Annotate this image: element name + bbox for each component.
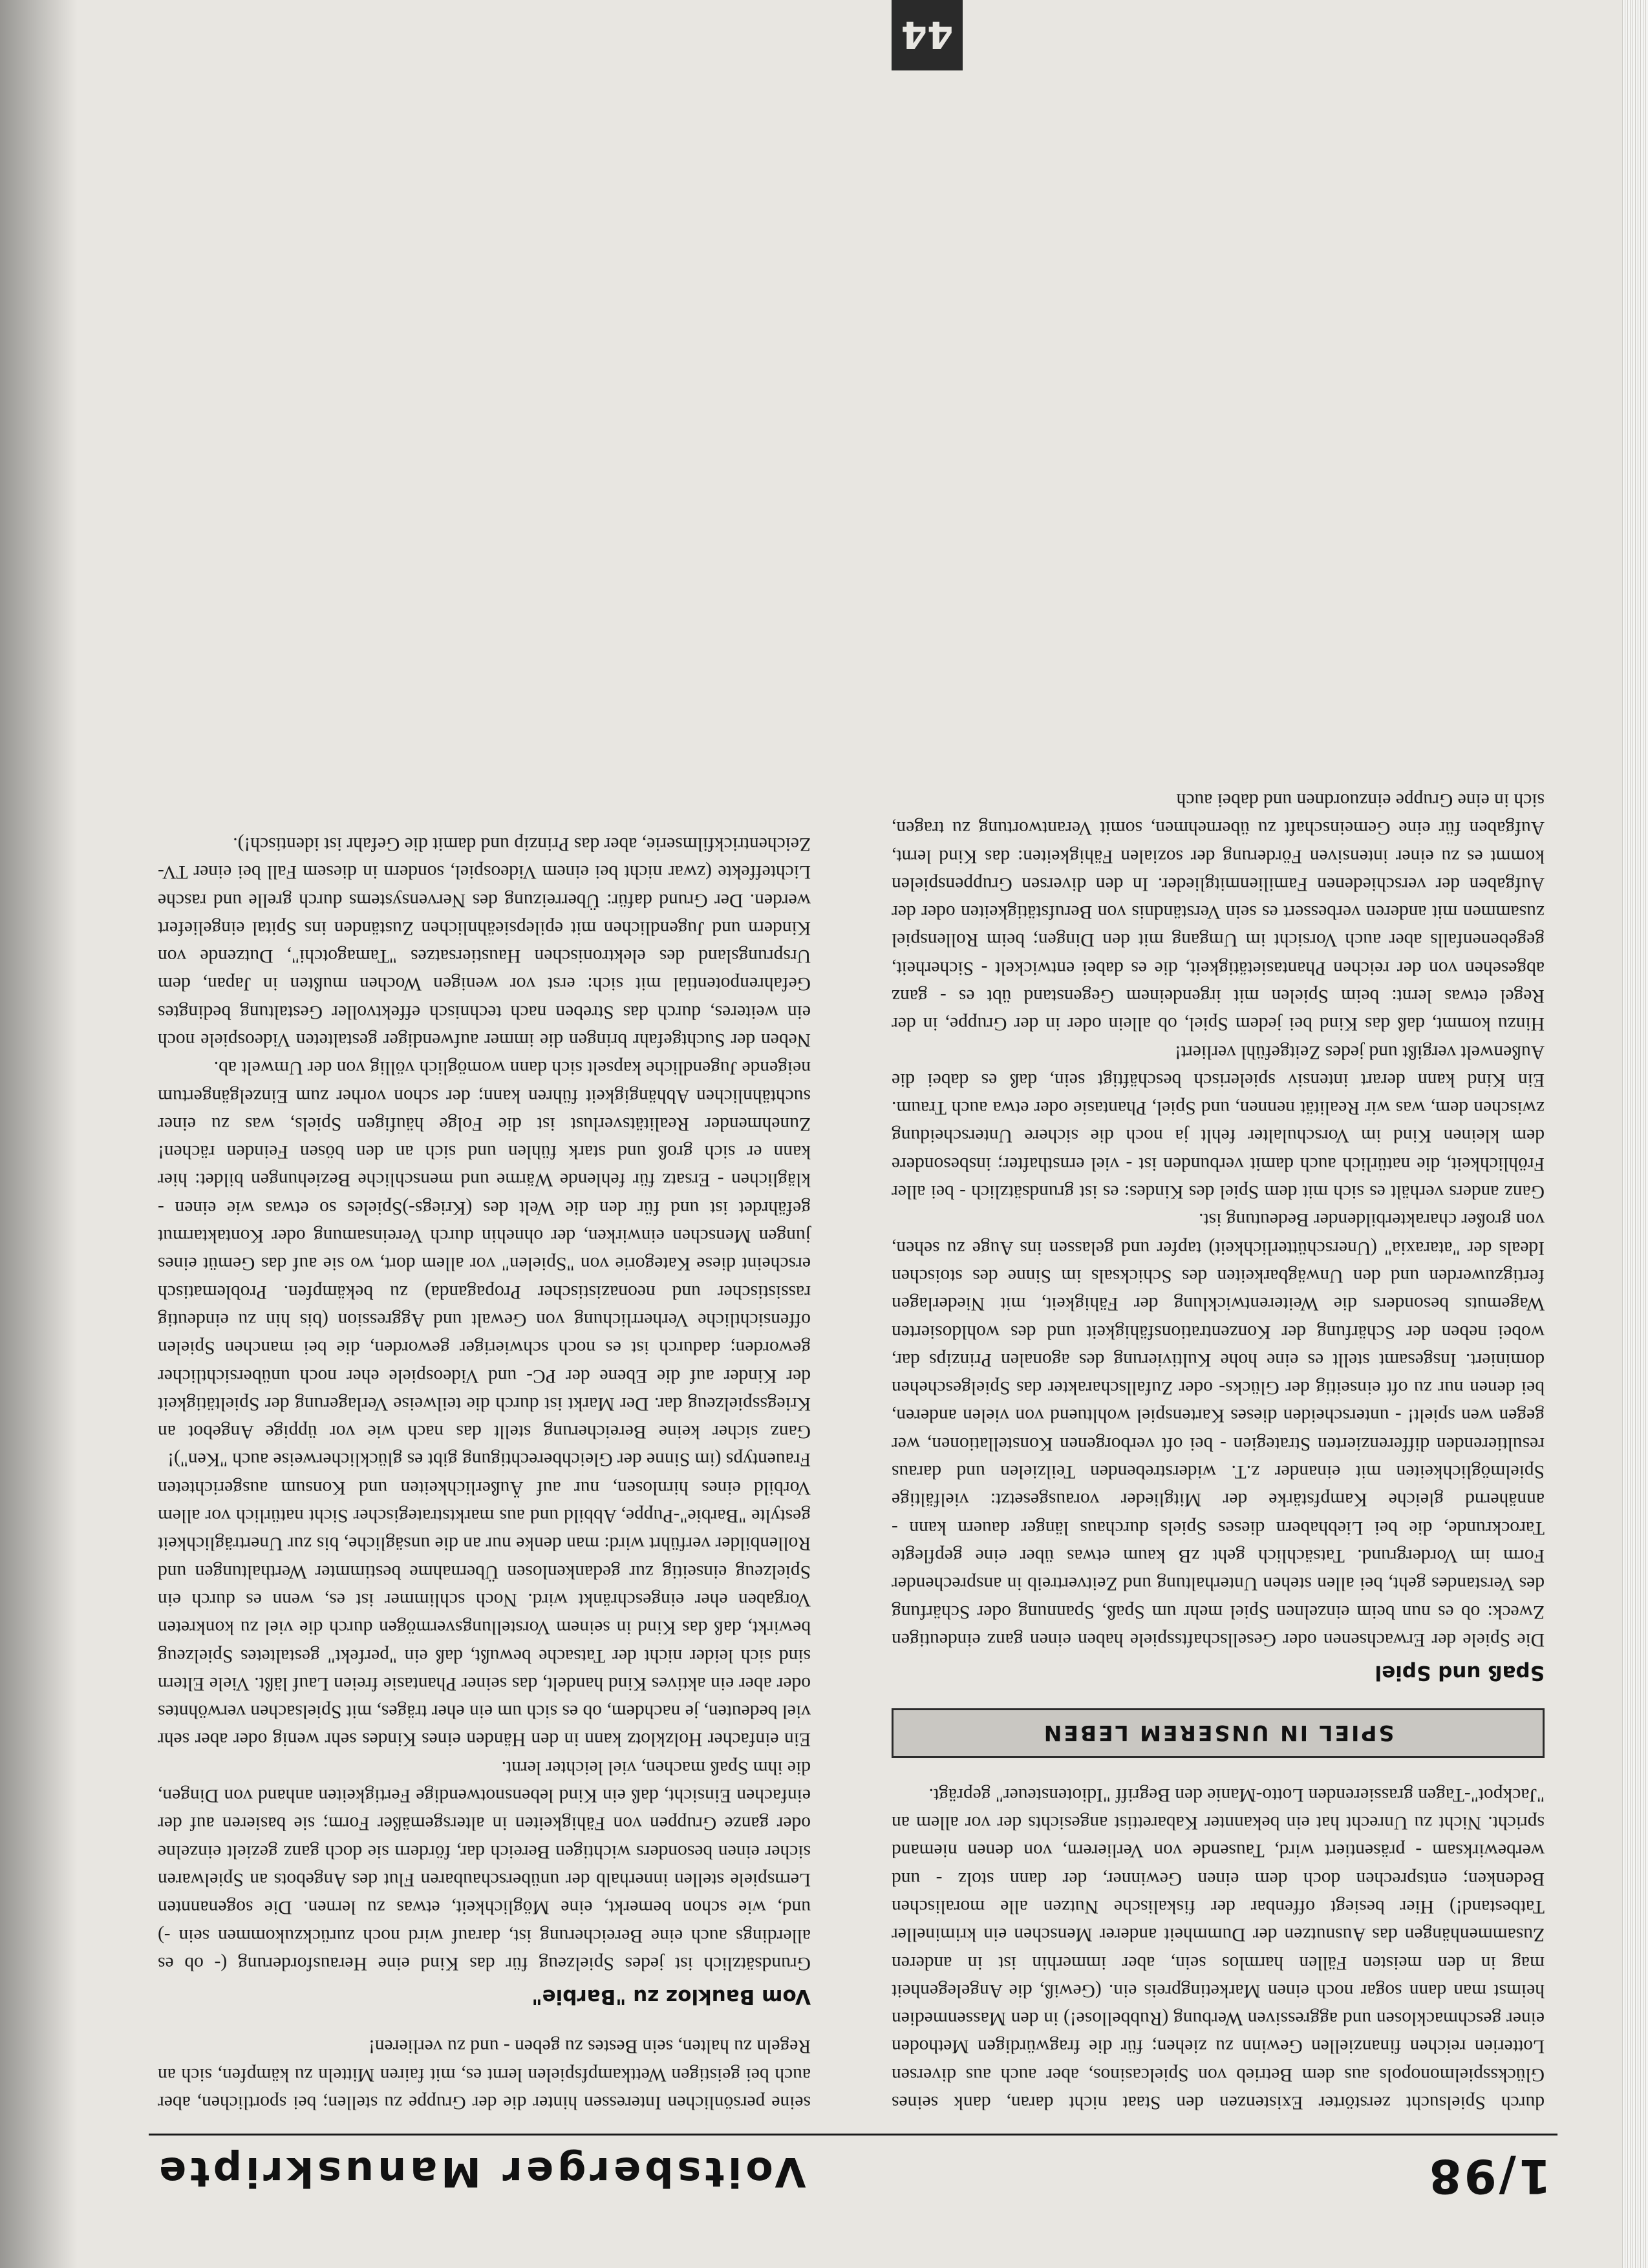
subheading: Spaß und Spiel	[1375, 1661, 1545, 1685]
paragraph: Die Spiele der Erwachsenen oder Gesellschaftsspiele haben einen ganz eindeutigen Zweck: ob es nun beim einzelnen Spiel mehr um Spaß, Spannung oder Schärfung des Verstandes geht, bei allen stehen Unterhaltung und Zeitvertreib in ansprechender Form im Vordergrund. Tatsächlich geht zB kaum etwas über eine gepflegte Tarockrunde, die bei Liebhabern dieses Spiels durchaus länger dauern kann - annähernd gleiche Kampfstärke der Mitglieder vorausgesetzt: vielfältige Spielmöglichkeiten mit einander z.T. widerstrebenden Teilzielen und daraus resultierenden differenzierten Strategien - bei oft verborgenen Konstellationen, wer gegen wen spielt! - unterscheiden dieses Kartenspiel wohltuend von vielen anderen, bei denen nur zu oft einseitig der Glücks- oder Zufallscharakter das Spielgeschehen dominiert. Insgesamt stellt es eine hohe Kultivierung des agonalen Prinzips dar, wobei neben der Schärfung der Konzentrationsfähigkeit und des wohldosierten Wagemuts besonders die Weiterentwicklung der Fähigkeit, mit Niederlagen fertigzuwerden und den Unwägbarkeiten des Schicksals im Sinne des stoischen Ideals der "ataraxia" (Unerschütterlichkeit) tapfer und gelassen ins Auge zu sehen, von großer charakterbildender Bedeutung ist.	[892, 1209, 1545, 1650]
binding-gutter-shadow	[0, 0, 78, 2268]
paragraph: Grundsätzlich ist jedes Spielzeug für das Kind eine Herausforderung (- ob es allerdings auch eine Bereicherung ist, darauf wird noch zurückzukommen sein -) und, wie schon bemerkt, eine Möglichkeit, etwas zu lernen. Die sogenannten Lernspiele stellen innerhalb der unüberschaubaren Flut des Angebots an Spielwaren sicher einen besonders wichtigen Bereich dar, fördern sie doch ganz gezielt einzelne oder ganze Gruppen von Fähigkeiten in altersgemäßer Form; sie basieren auf der einfachen Einsicht, daß ein Kind lebensnotwendige Fertigkeiten anhand von Dingen, die ihm Spaß machen, viel leichter lernt.	[158, 1757, 811, 1974]
right-column	[158, 830, 811, 2116]
page-fore-edge	[1622, 0, 1648, 2268]
paragraph: Ganz anders verhält es sich mit dem Spiel des Kindes: es ist grundsätzlich - bei aller Fröhlichkeit, die natürlich auch damit verbunden ist - viel ernsthafter; insbesondere dem kleinen Kind im Vorschulalter fehlt ja noch die sichere Unterscheidung zwischen dem, was wir Realität nennen, und Spiel, Phantasie oder etwa auch Traum. Ein Kind kann derart intensiv spielerisch beschäftigt sein, daß es dabei die Außenwelt vergißt und jedes Zeitgefühl verliert!	[892, 1041, 1545, 1203]
page-number-tab: 44	[892, 0, 963, 70]
paragraph: seine persönlichen Interessen hinter die der Gruppe zu stellen; bei sportlichen, aber auch bei geistigen Wettkampfspielen lernt es, mit fairen Mitteln zu kämpfen, sich an Regeln zu halten, sein Bestes zu geben - und zu verlieren!	[158, 2036, 811, 2113]
publication-title: Voitsberger Manuskripte	[155, 2148, 806, 2196]
paragraph: Hinzu kommt, daß das Kind bei jedem Spiel, ob allein oder in der Gruppe, in der Regel etwas lernt: beim Spielen mit irgendeinem Gegenstand übt es - ganz abgesehen von der reichen Phantasietätigkeit, die es dabei entwickelt - Sicherheit, gegebenenfalls aber auch Vorsicht im Umgang mit den Dingen; beim Rollenspiel zusammen mit anderen verbessert es sein Verständnis von Berufstätigkeiten oder der Aufgaben der verschiedenen Familienmitglieder. In den diversen Gruppenspielen kommt es zu einer intensiven Förderung der sozialen Fähigkeiten: das Kind lernt, Aufgaben für eine Gemeinschaft zu übernehmen, somit Verantwortung zu tragen, sich in eine Gruppe einzuordnen und dabei auch	[892, 789, 1545, 1035]
issue-number: 1/98	[1426, 2149, 1551, 2203]
section-title-box: SPIEL IN UNSEREM LEBEN	[892, 1708, 1545, 1758]
header-rule	[149, 2134, 1557, 2136]
left-column	[892, 786, 1545, 2116]
paragraph: durch Spielsucht zerstörter Existenzen den Staat nicht daran, dank seines Glücksspielmonopols aus dem Betrieb von Spielcasinos, aber auch aus diversen Lotterien reichen finanziellen Gewinn zu ziehen; für die fragwürdigen Methoden einer geschmacklosen und aggressiven Werbung (Rubbellose!) in den Massenmedien heimst man dann sogar noch einen Marketingpreis ein. (Gewiß, die Angelegenheit mag in den meisten Fällen harmlos sein, aber immerhin ist in anderen Zusammenhängen das Ausnutzen der Dummheit anderer Menschen ein krimineller Tatbestand!) Hier besiegt offenbar der fiskalische Nutzen alle moralischen Bedenken; entsprechen doch dem einen Gewinner, der dann stolz - und werbewirksam - präsentiert wird, Tausende von Verlierern, von denen niemand spricht. Nicht zu Unrecht hat ein bekannter Kabarettist angesichts der vor allem an "Jackpot"-Tagen grassierenden Lotto-Manie den Begriff "Idiotensteuer" geprägt.	[892, 1784, 1545, 2113]
subheading: Vom Baukloz zu "Barbie"	[531, 1985, 811, 2009]
paragraph: Ganz sicher keine Bereicherung stellt das nach wie vor üppige Angebot an Kriegsspielzeug dar. Der Markt ist durch die teilweise Verlagerung der Spieltätigkeit der Kinder auf die Ebene der PC- und Videospiele eher noch unübersichtlicher geworden; dadurch ist es noch schwieriger geworden, die bei manchen Spielen offensichtliche Verherrlichung von Gewalt und Aggression (bis hin zu eindeutig rassistischer und neonazistischer Propaganda) zu bekämpfen. Problematisch erscheint diese Kategorie von "Spielen" vor allem dort, wo sie auf das Gemüt eines jungen Menschen einwirken, der ohnehin durch Vereinsamung oder Kontaktarmut gefährdet ist und für den die Welt des (Kriegs-)Spieles so etwas wie einen - kläglichen - Ersatz für fehlende Wärme und menschliche Beziehungen bildet: hier kann er sich groß und stark fühlen und sich an den bösen Feinden rächen! Zunehmender Realitätsverlust ist die Folge häufigen Spiels, was zu einer suchtähnlichen Abhängigkeit führen kann; der schon vorher zum Einzelgängertum neigende Jugendliche kapselt sich dann womöglich völlig von der Umwelt ab.	[158, 1057, 811, 1443]
paragraph: Ein einfacher Holzklotz kann in den Händen eines Kindes sehr wenig oder aber sehr viel bedeuten, je nachdem, ob es sich um ein eher träges, mit Spielsachen verwöhntes oder aber ein aktives Kind handelt, das seiner Phantasie freien Lauf läßt. Viele Eltern sind sich leider nicht der Tatsache bewußt, daß ein "perfekt" gestaltetes Spielzeug bewirkt, daß das Kind in seinem Vorstellungsvermögen durch die viel zu konkreten Vorgaben eher eingeschränkt wird. Noch schlimmer ist es, wenn es durch ein Spielzeug einseitig zur gedankenlosen Übernahme bestimmter Werthaltungen und Rollenbilder verführt wird: man denke nur an die unsägliche, bis zur Unerträglichkeit gestylte "Barbie"-Puppe, Abbild und aus marktstrategischer Sicht natürlich vor allem Vorbild eines hirnlosen, nur auf Äußerlichkeiten und Konsum ausgerichteten Frauentyps (im Sinne der Gleichberechtigung gibt es glücklicherweise auch "Ken")!	[158, 1449, 811, 1750]
paragraph: Neben der Suchtgefahr bringen die immer aufwendiger gestalteten Videospiele noch ein weiteres, durch das Streben nach technisch effektvoller Gestaltung bedingtes Gefahrenpotential mit sich: erst vor wenigen Wochen mußten in Japan, dem Ursprungsland des elektronischen Haustiersatzes "Tamagotchi", Dutzende von Kindern und Jugendlichen mit epilepsieähnlichen Zuständen ins Spital eingeliefert werden. Der Grund dafür: Überreizung des Nervensystems durch grelle und rasche Lichteffekte (zwar nicht bei einem Videospiel, sondern in diesem Fall bei einer TV-Zeichentrickfilmserie, aber das Prinzip und damit die Gefahr ist identisch!).	[158, 833, 811, 1051]
